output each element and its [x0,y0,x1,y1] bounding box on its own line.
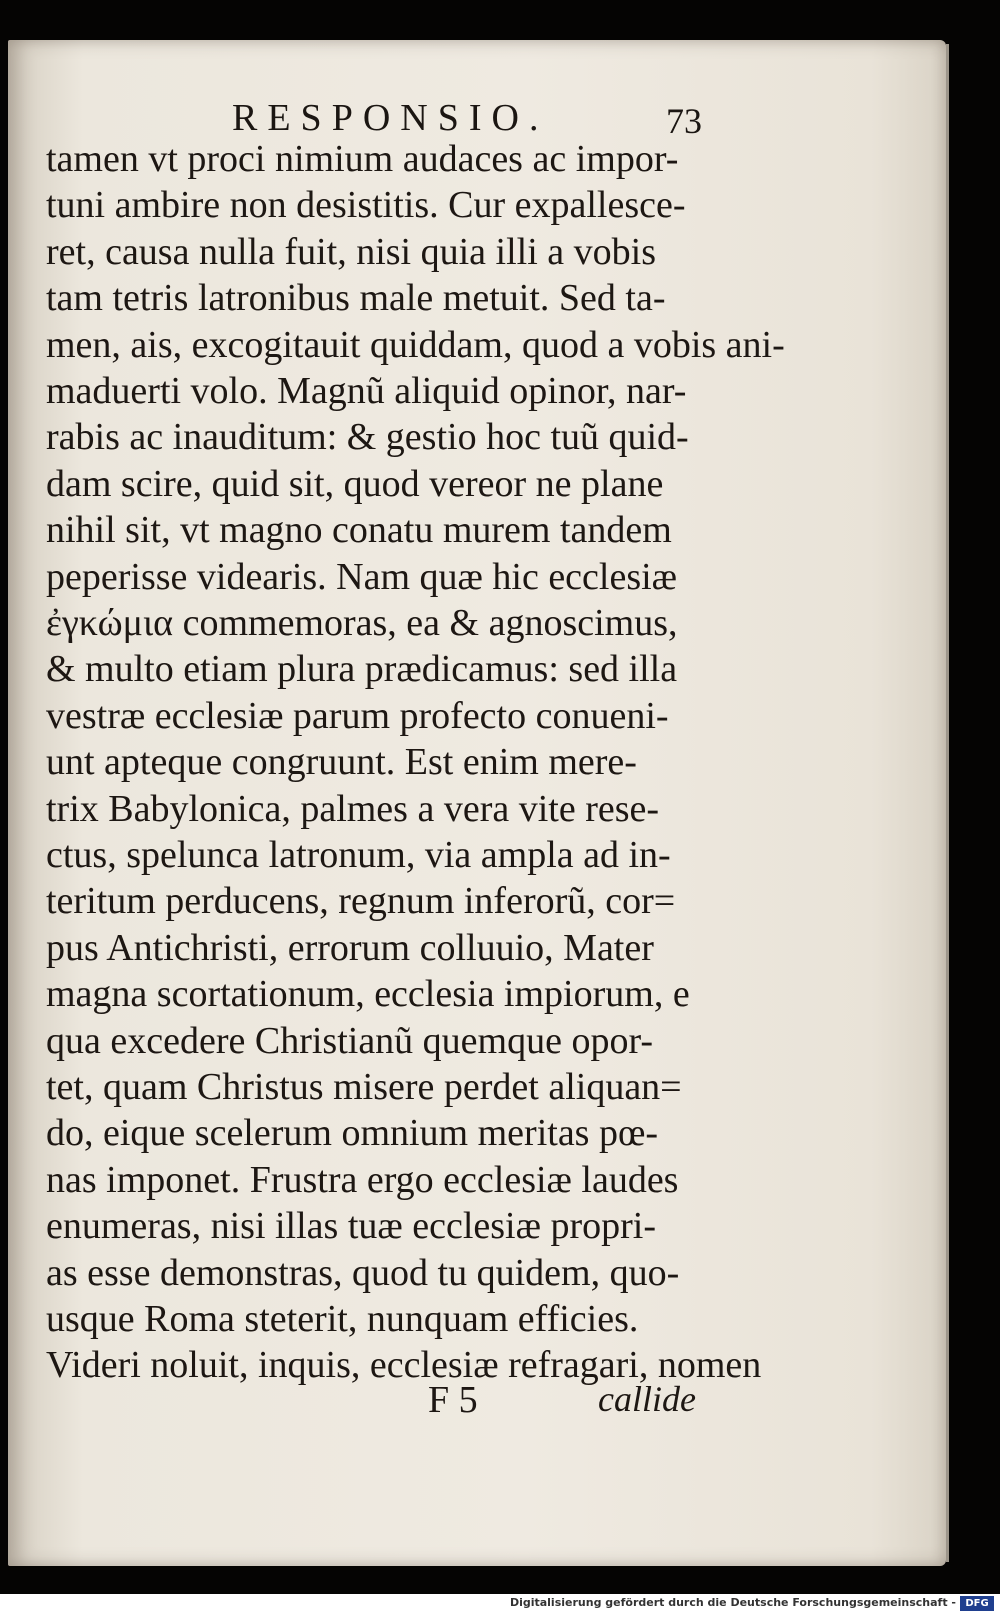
text-line: usque Roma steterit, nunquam efficies. [46,1298,639,1340]
text-line: qua excedere Christianũ quemque opor- [46,1019,654,1062]
text-line: unt apteque congruunt. Est enim mere- [46,741,637,784]
text-line: enumeras, nisi illas tuæ ecclesiæ propri- [46,1205,656,1248]
text-line: Videri noluit, inquis, ecclesiæ refragari, nomen [46,1344,762,1387]
text-line: maduerti volo. Magnũ aliquid opinor, nar- [46,370,687,412]
text-line: ret, causa nulla fuit, nisi quia illi a vobis [46,230,656,273]
catchword: callide [598,1379,696,1419]
running-header: RESPONSIO. [232,97,549,139]
text-line: tam tetris latronibus male metuit. Sed ta- [46,277,666,320]
text-line: tuni ambire non desistitis. Cur expallesce- [46,184,686,227]
footer-bar [0,1594,1000,1614]
text-line: nas imponet. Frustra ergo ecclesiæ laudes [46,1158,679,1201]
text-line: ἐγκώμια commemoras, ea & agnoscimus, [46,602,678,644]
text-line: dam scire, quid sit, quod vereor ne plane [46,462,664,505]
text-line: rabis ac inauditum: & gestio hoc tuũ quid- [46,416,689,459]
dfg-logo-icon: DFG [960,1596,994,1611]
text-line: & multo etiam plura prædicamus: sed illa [46,648,678,691]
text-line: nihil sit, vt magno conatu murem tandem [46,509,672,552]
text-line: men, ais, excogitauit quiddam, quod a vobis ani- [46,323,785,366]
signature-mark: F 5 [428,1379,478,1421]
text-line: do, eique scelerum omnium meritas pœ- [46,1112,659,1155]
text-line: pus Antichristi, errorum colluuio, Mater [46,926,654,969]
text-line: tet, quam Christus misere perdet aliquan= [46,1066,682,1108]
footer-credit: Digitalisierung gefördert durch die Deutsche Forschungsgemeinschaft - [509,1596,956,1609]
text-line: ctus, spelunca latronum, via ampla ad in- [46,834,671,876]
text-line: vestræ ecclesiæ parum profecto conueni- [46,694,669,737]
page-number: 73 [666,101,702,141]
text-line: teritum perducens, regnum inferorũ, cor= [46,880,676,923]
text-line: as esse demonstras, quod tu quidem, quo- [46,1251,680,1294]
text-line: tamen vt proci nimium audaces ac impor- [46,138,679,180]
page-edge [946,44,949,1562]
text-line: magna scortationum, ecclesia impiorum, e [46,973,690,1016]
text-line: peperisse videaris. Nam quæ hic ecclesiæ [46,555,678,598]
text-line: trix Babylonica, palmes a vera vite rese- [46,787,660,830]
